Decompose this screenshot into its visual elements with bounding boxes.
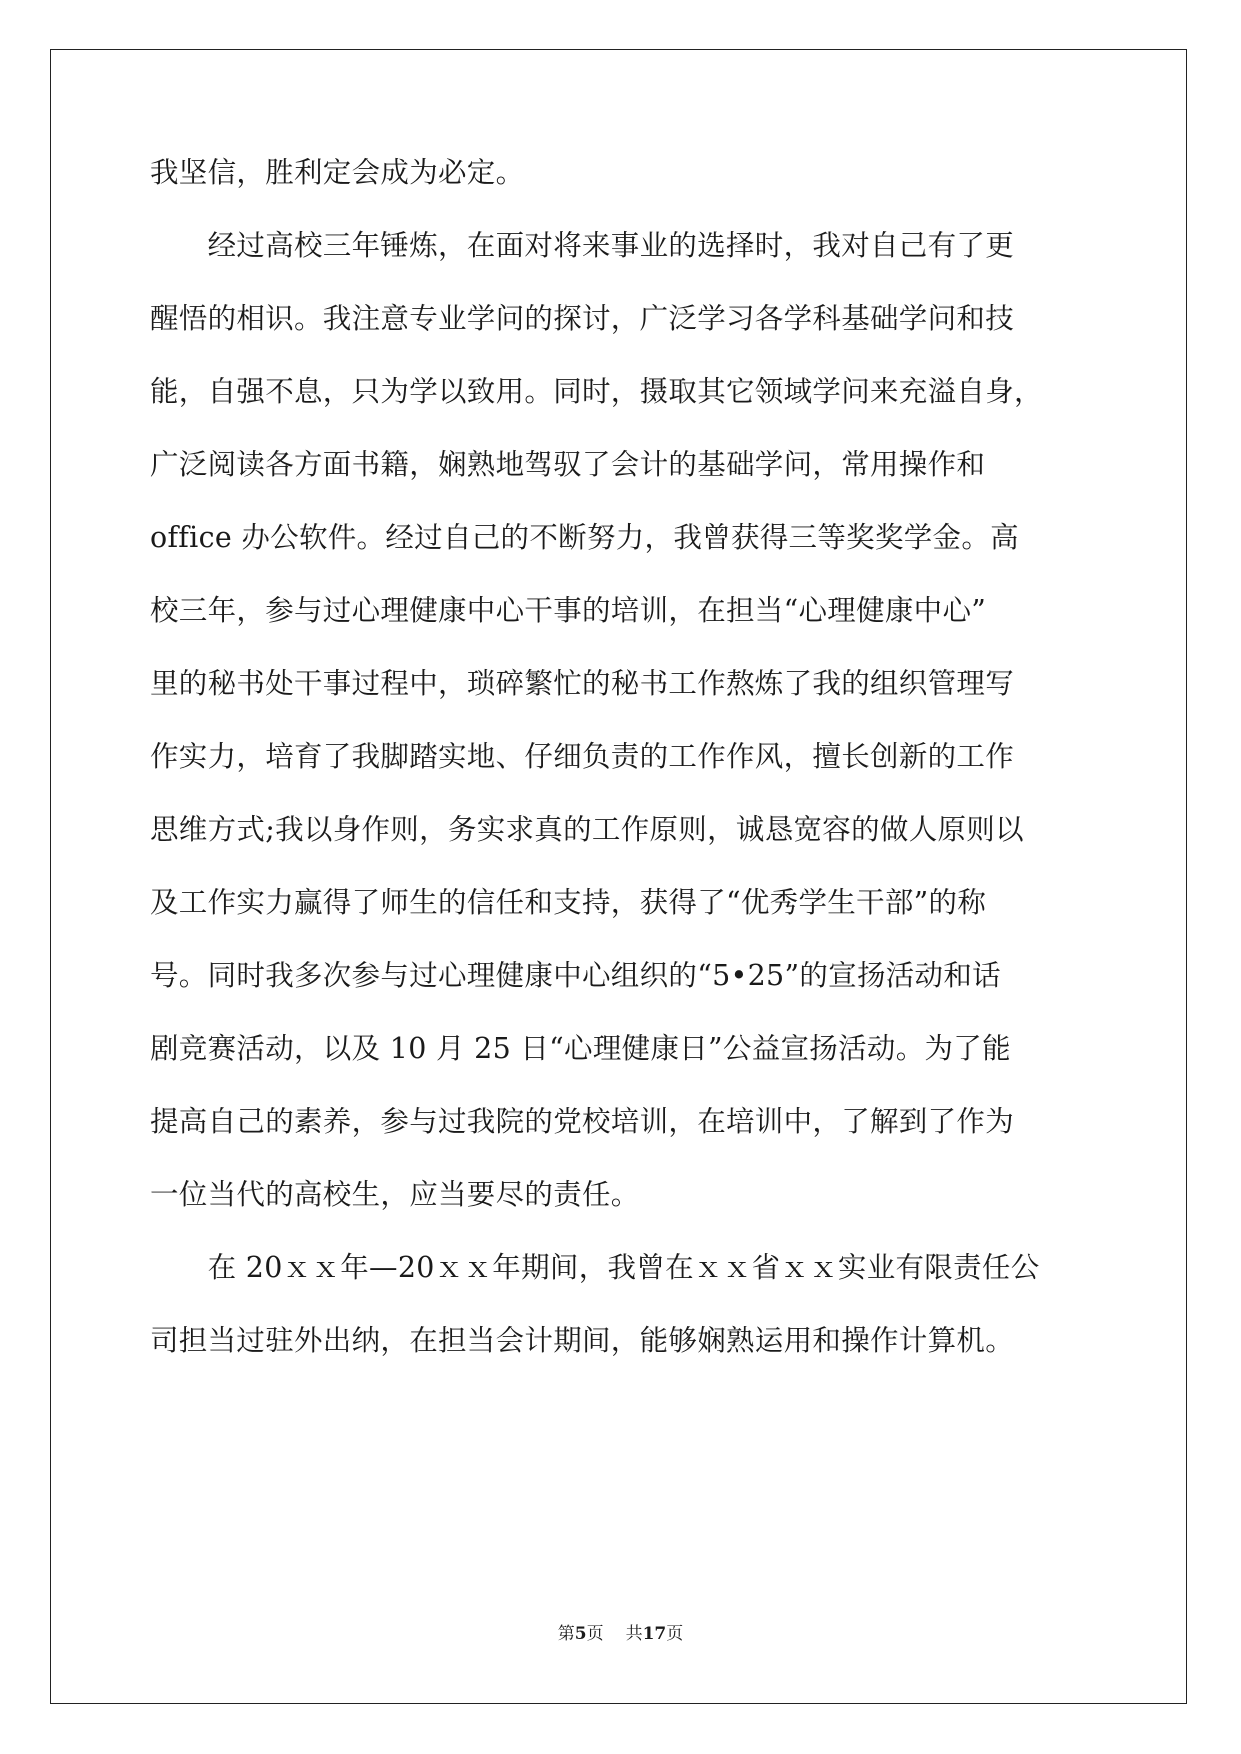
body-line: 里的秘书处干事过程中，琐碎繁忙的秘书工作熬炼了我的组织管理写: [150, 667, 1015, 700]
footer-total-prefix: 共: [625, 1624, 643, 1644]
body-line: 思维方式;我以身作则，务实求真的工作原则，诚恳宽容的做人原则以: [150, 813, 1024, 846]
body-line: 校三年，参与过心理健康中心干事的培训，在担当“心理健康中心”: [150, 594, 987, 627]
body-line: 能，自强不息，只为学以致用。同时，摄取其它领域学问来充溢自身，: [150, 375, 1043, 408]
body-line: 号。同时我多次参与过心理健康中心组织的“5•25”的宣扬活动和话: [150, 959, 1001, 992]
body-line: 及工作实力赢得了师生的信任和支持，获得了“优秀学生干部”的称: [150, 886, 987, 919]
body-line: office 办公软件。经过自己的不断努力，我曾获得三等奖奖学金。高: [150, 521, 1019, 554]
footer-page-current: 5: [574, 1624, 587, 1644]
body-line: 在 20ｘｘ年—20ｘｘ年期间，我曾在ｘｘ省ｘｘ实业有限责任公: [150, 1251, 1040, 1284]
body-line: 醒悟的相识。我注意专业学问的探讨，广泛学习各学科基础学问和技: [150, 302, 1015, 335]
page-border: [50, 49, 1187, 1704]
footer-page-prefix: 第: [557, 1624, 575, 1644]
footer-total-suffix: 页: [666, 1624, 684, 1644]
body-line: 经过高校三年锤炼，在面对将来事业的选择时，我对自己有了更: [150, 229, 1015, 262]
page-footer: [0, 1622, 1241, 1646]
body-line: 司担当过驻外出纳，在担当会计期间，能够娴熟运用和操作计算机。: [150, 1324, 1015, 1357]
body-line: 剧竞赛活动，以及 10 月 25 日“心理健康日”公益宣扬活动。为了能: [150, 1032, 1011, 1065]
body-line: 一位当代的高校生，应当要尽的责任。: [150, 1178, 640, 1211]
footer-page-suffix: 页: [586, 1624, 604, 1644]
body-line: 广泛阅读各方面书籍，娴熟地驾驭了会计的基础学问，常用操作和: [150, 448, 986, 481]
footer-page-total: 17: [642, 1624, 667, 1644]
body-line: 提高自己的素养，参与过我院的党校培训，在培训中，了解到了作为: [150, 1105, 1015, 1138]
body-line: 作实力，培育了我脚踏实地、仔细负责的工作作风，擅长创新的工作: [150, 740, 1015, 773]
body-line: 我坚信，胜利定会成为必定。: [150, 156, 525, 189]
